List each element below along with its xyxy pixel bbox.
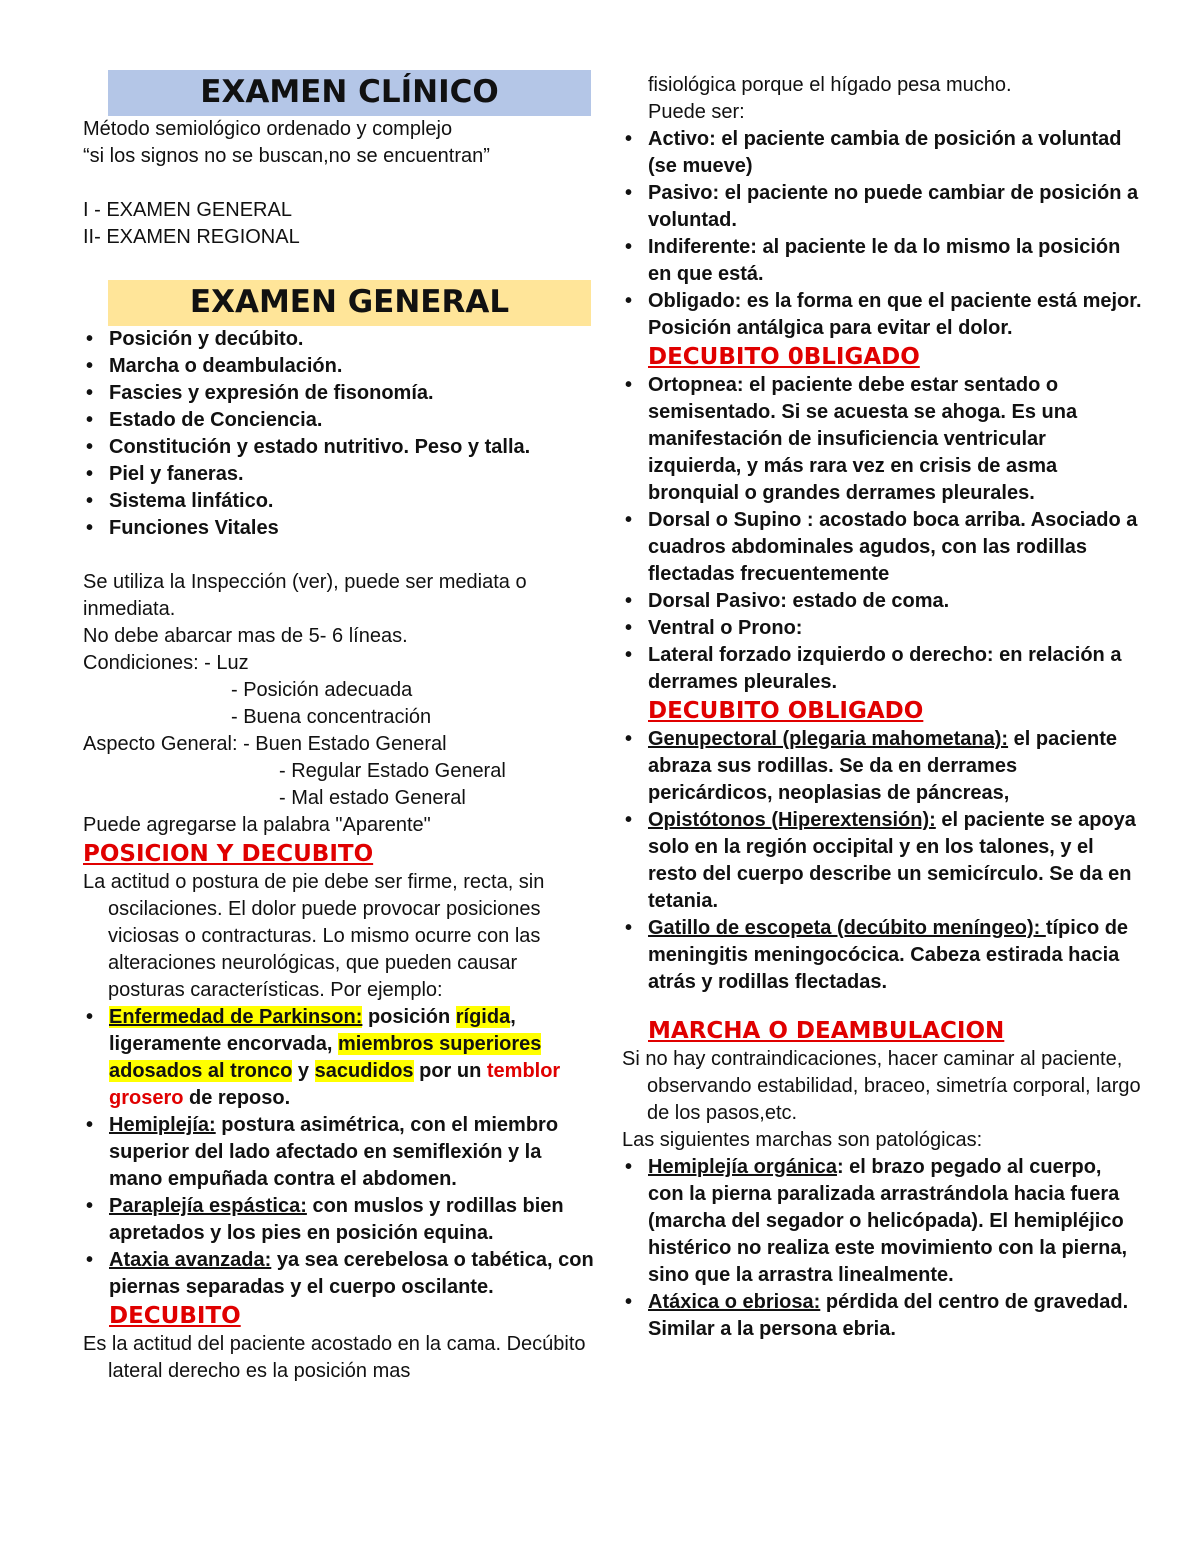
- posicion-paragraph: La actitud o postura de pie debe ser firme, recta, sin oscilaciones. El dolor puede provocar posiciones viciosas o contracturas. Lo mismo ocurre con las alteraciones neurológicas, que pueden causar posturas características. Por ejemplo:: [83, 871, 545, 1001]
- list-item: • Dorsal o Supino : acostado boca arriba. Asociado a cuadros abdominales agudos, con las rodillas flectadas frecuentemente: [622, 507, 1142, 588]
- right-column: [622, 72, 1142, 1343]
- decubito-types: [622, 126, 1142, 342]
- list-item: • Lateral forzado izquierdo o derecho: en relación a derrames pleurales.: [622, 642, 1142, 696]
- aspect-2: - Regular Estado General: [279, 760, 506, 782]
- left-column: [83, 70, 595, 1385]
- list-item: • Posición y decúbito.: [83, 326, 595, 353]
- examen-clinico-title: EXAMEN CLÍNICO: [108, 70, 591, 116]
- list-item: • Atáxica o ebriosa: pérdida del centro de gravedad. Similar a la persona ebria.: [622, 1289, 1142, 1343]
- list-item: • Pasivo: el paciente no puede cambiar de posición a voluntad.: [622, 180, 1142, 234]
- list-item: • Sistema linfático.: [83, 488, 595, 515]
- list-item: • Ventral o Prono:: [622, 615, 1142, 642]
- intro-line-2: “si los signos no se buscan,no se encuentran”: [83, 145, 490, 167]
- decubito-obligado-list: [622, 726, 1142, 996]
- list-item: • Fascies y expresión de fisonomía.: [83, 380, 595, 407]
- part-2: II- EXAMEN REGIONAL: [83, 226, 300, 248]
- list-item: • Activo: el paciente cambia de posición a voluntad (se mueve): [622, 126, 1142, 180]
- list-item: • Constitución y estado nutritivo. Peso y talla.: [83, 434, 595, 461]
- list-item: • Marcha o deambulación.: [83, 353, 595, 380]
- decubito-obligado-heading: DECUBITO OBLIGADO: [648, 698, 924, 724]
- list-item: • Estado de Conciencia.: [83, 407, 595, 434]
- part-1: I - EXAMEN GENERAL: [83, 199, 292, 221]
- continuation-line-1: fisiológica porque el hígado pesa mucho.: [648, 74, 1012, 96]
- list-item: • Indiferente: al paciente le da lo mismo la posición en que está.: [622, 234, 1142, 288]
- marcha-paragraph: Si no hay contraindicaciones, hacer caminar al paciente, observando estabilidad, braceo, simetría corporal, largo de los pasos,etc.: [622, 1048, 1141, 1124]
- list-item: • Opistótonos (Hiperextensión): el paciente se apoya solo en la región occipital y en los talones, y el resto del cuerpo describe un semicírculo. Se da en tetania.: [622, 807, 1142, 915]
- posicion-decubito-heading: POSICION Y DECUBITO: [83, 841, 374, 867]
- marcha-list: [622, 1154, 1142, 1343]
- marcha-intro: Las siguientes marchas son patológicas:: [622, 1129, 983, 1151]
- conditions-2: - Posición adecuada: [231, 679, 413, 701]
- decubito-heading: DECUBITO: [109, 1303, 241, 1329]
- decubito-0bligado-list: [622, 372, 1142, 696]
- decubito-paragraph: Es la actitud del paciente acostado en la cama. Decúbito lateral derecho es la posición mas: [83, 1333, 586, 1382]
- parkinson-label: Enfermedad de Parkinson:: [109, 1006, 363, 1028]
- aparente-note: Puede agregarse la palabra "Aparente": [83, 814, 431, 836]
- aspect-1: Aspecto General: - Buen Estado General: [83, 733, 447, 755]
- conditions-3: - Buena concentración: [231, 706, 432, 728]
- list-item: • Hemiplejía orgánica: el brazo pegado al cuerpo, con la pierna paralizada arrastrándola hacia fuera (marcha del segador o helicópada). El hemipléjico histérico no realiza este movimiento con la pierna, sino que la arrastra linealmente.: [622, 1154, 1142, 1289]
- lines-note: No debe abarcar mas de 5- 6 líneas.: [83, 625, 408, 647]
- list-item: • Ortopnea: el paciente debe estar sentado o semisentado. Si se acuesta se ahoga. Es una manifestación de insuficiencia ventricular izquierda, y más rara vez en crisis de asma bronquial o grandes derrames pleurales.: [622, 372, 1142, 507]
- intro-line-1: Método semiológico ordenado y complejo: [83, 118, 453, 140]
- continuation-line-2: Puede ser:: [648, 101, 745, 123]
- list-item: • Gatillo de escopeta (decúbito meníngeo): típico de meningitis meningocócica. Cabeza estirada hacia atrás y rodillas flectadas.: [622, 915, 1142, 996]
- list-item: • Genupectoral (plegaria mahometana): el paciente abraza sus rodillas. Se da en derrames pericárdicos, neoplasias de páncreas,: [622, 726, 1142, 807]
- general-list: [83, 326, 595, 542]
- marcha-heading: MARCHA O DEAMBULACION: [648, 1018, 1005, 1044]
- ataxia-item: • Ataxia avanzada: ya sea cerebelosa o tabética, con piernas separadas y el cuerpo oscilante.: [83, 1247, 595, 1301]
- hemiplejia-item: • Hemiplejía: postura asimétrica, con el miembro superior del lado afectado en semiflexión y la mano empuñada contra el abdomen.: [83, 1112, 595, 1193]
- list-item: • Piel y faneras.: [83, 461, 595, 488]
- inspection-paragraph: Se utiliza la Inspección (ver), puede ser mediata o inmediata.: [83, 571, 527, 620]
- list-item: • Dorsal Pasivo: estado de coma.: [622, 588, 1142, 615]
- decubito-0bligado-heading: DECUBITO 0BLIGADO: [648, 344, 920, 370]
- list-item: • Funciones Vitales: [83, 515, 595, 542]
- posicion-examples: [83, 1004, 595, 1301]
- aspect-3: - Mal estado General: [279, 787, 466, 809]
- paraplejia-item: • Paraplejía espástica: con muslos y rodillas bien apretados y los pies en posición equina.: [83, 1193, 595, 1247]
- parkinson-item: • Enfermedad de Parkinson: posición rígida, ligeramente encorvada, miembros superiores adosados al tronco y sacudidos por un temblor grosero de reposo.: [83, 1004, 595, 1112]
- examen-general-title: EXAMEN GENERAL: [108, 280, 591, 326]
- list-item: • Obligado: es la forma en que el paciente está mejor. Posición antálgica para evitar el dolor.: [622, 288, 1142, 342]
- conditions-1: Condiciones: - Luz: [83, 652, 249, 674]
